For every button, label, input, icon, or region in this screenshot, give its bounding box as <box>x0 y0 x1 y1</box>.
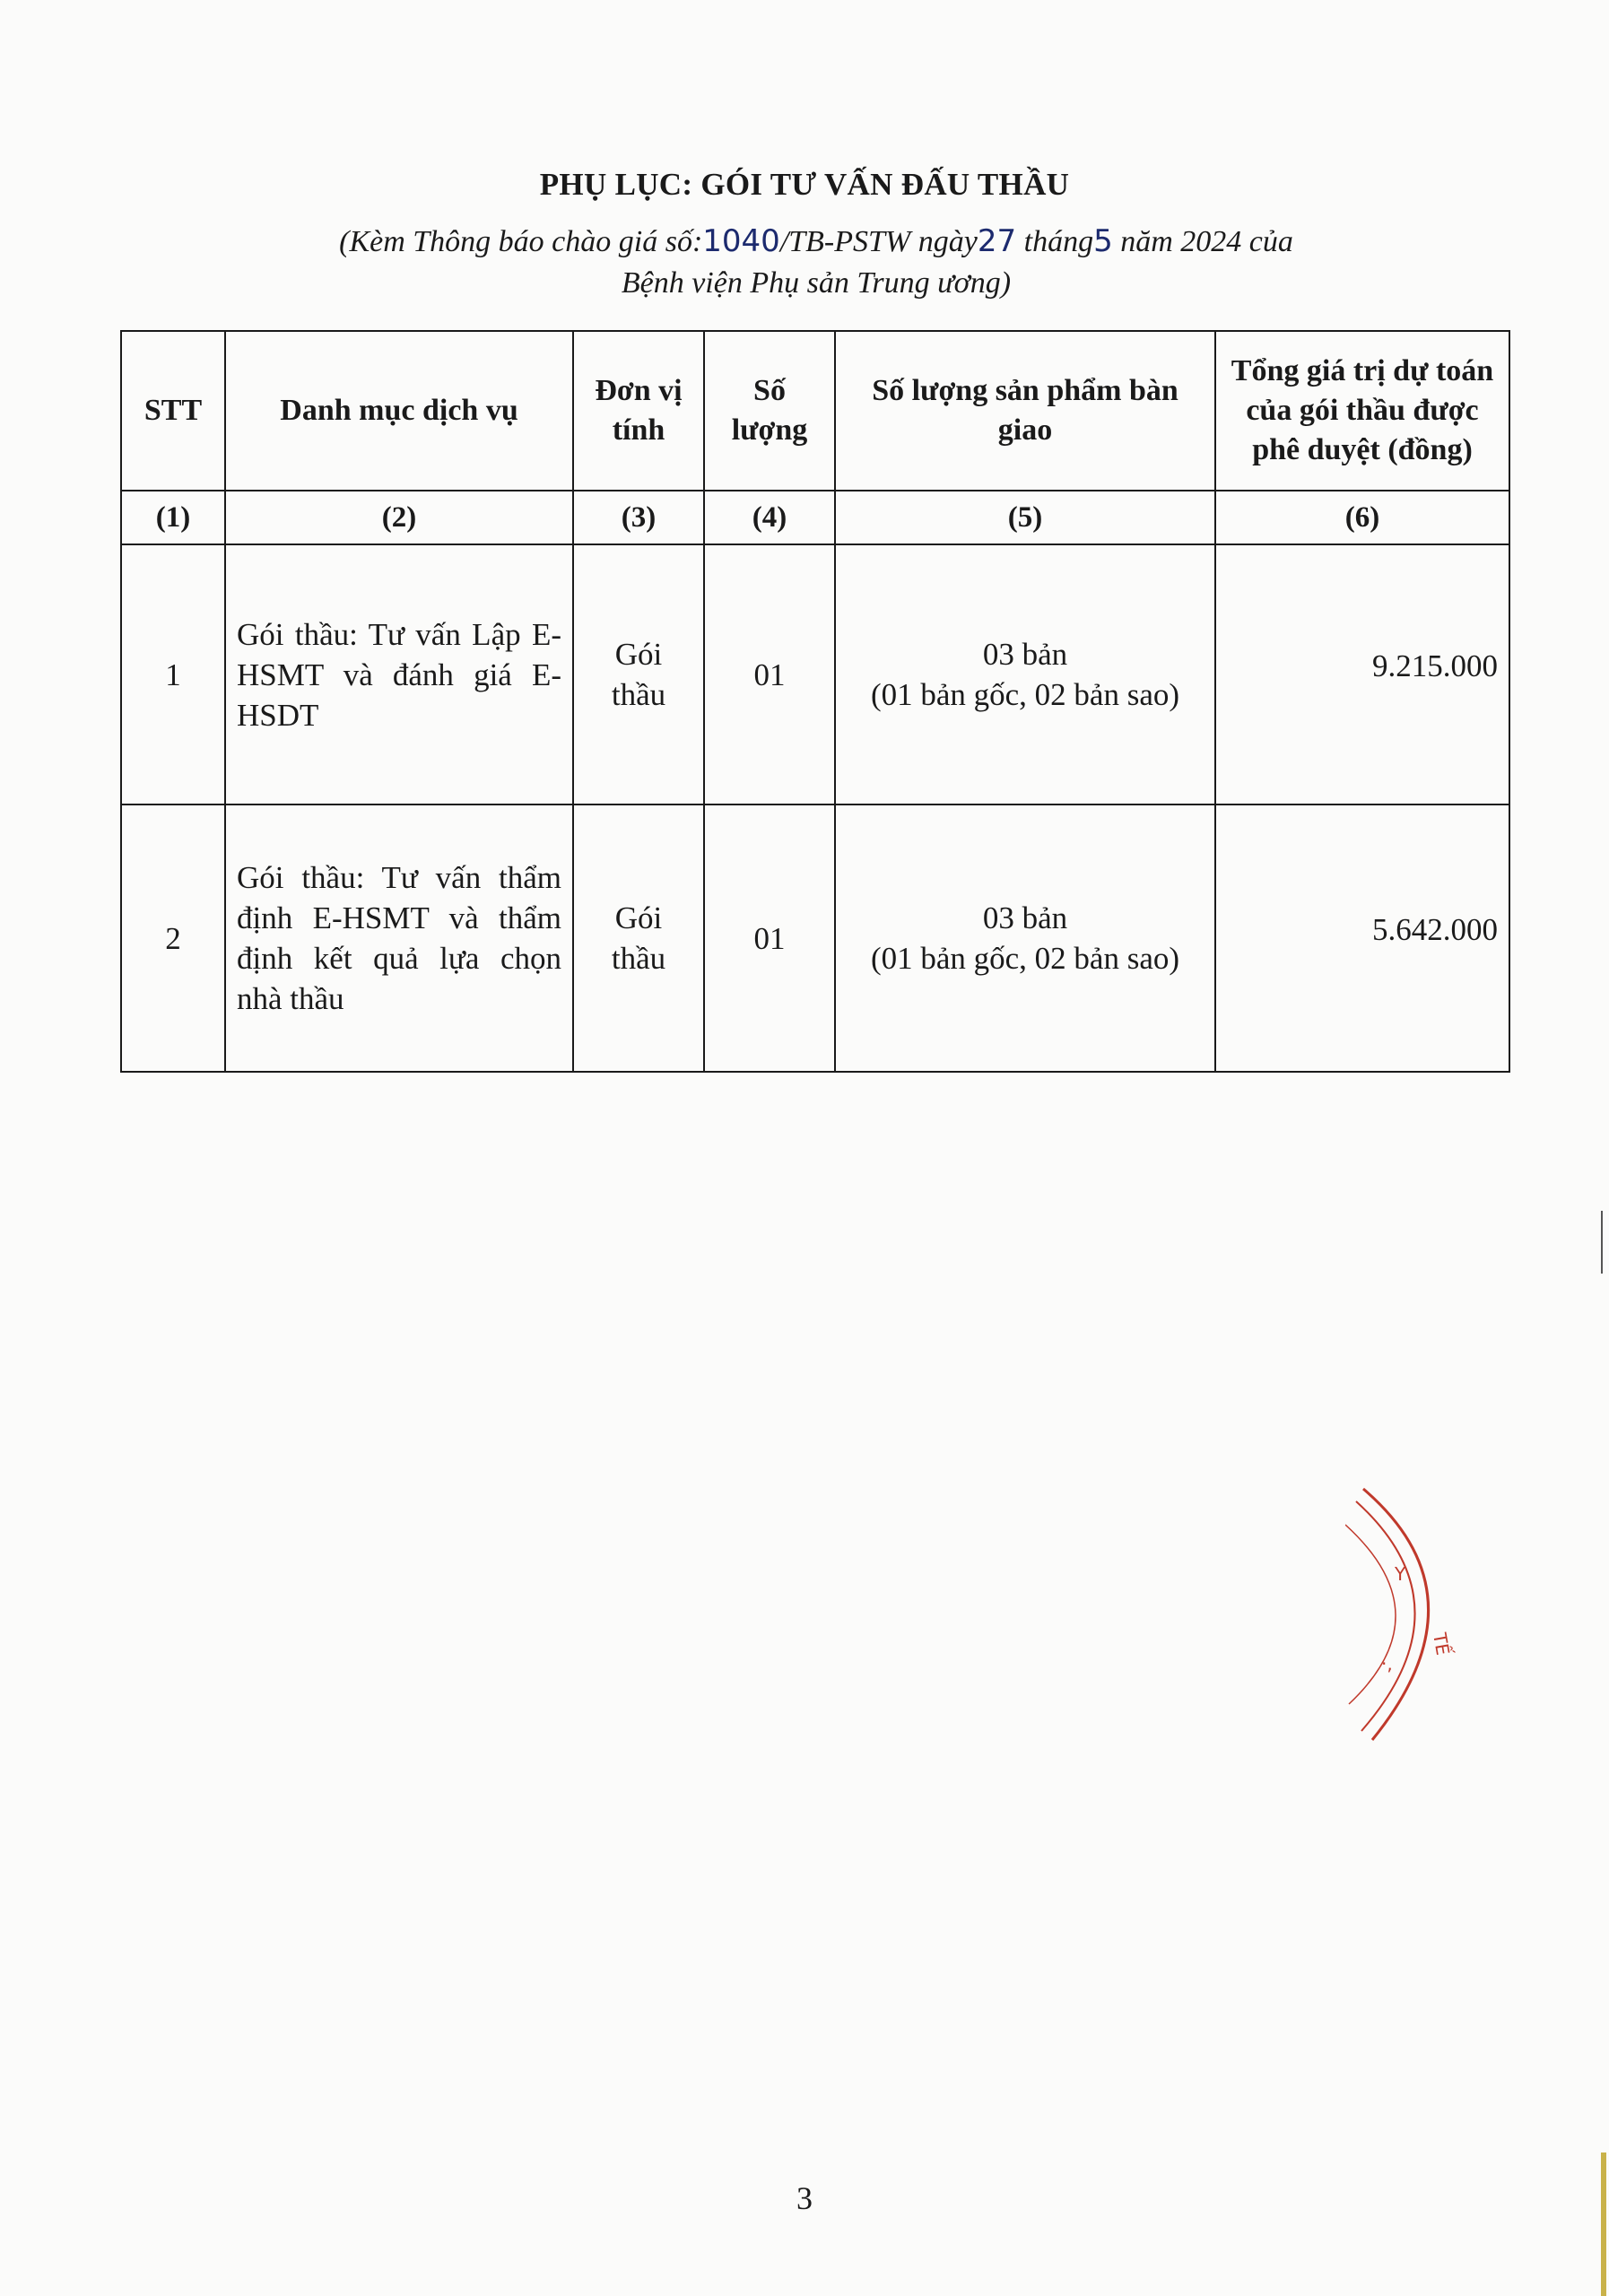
column-number: (5) <box>835 491 1215 544</box>
table-row <box>121 804 1509 1072</box>
row-deliverables <box>835 544 1215 804</box>
document-subtitle <box>269 221 1363 304</box>
page-number: 3 <box>796 2180 813 2216</box>
stamp-fragment-text: ·, <box>1381 1653 1393 1674</box>
column-number: (1) <box>121 491 225 544</box>
row-quantity: 01 <box>704 544 835 804</box>
subtitle-suffix: năm 2024 của <box>1120 225 1293 258</box>
subtitle-prefix: (Kèm Thông báo chào giá số: <box>339 225 703 258</box>
table-header-row <box>121 331 1509 491</box>
header-unit: Đơn vị tính <box>573 331 704 491</box>
bidding-package-table <box>120 330 1510 1073</box>
row-total <box>1215 804 1509 1072</box>
deliverable-detail: (01 bản gốc, 02 bản sao) <box>870 677 1180 712</box>
scan-edge-mark <box>1596 0 1609 2296</box>
column-number: (4) <box>704 491 835 544</box>
column-number: (2) <box>225 491 573 544</box>
header-quantity: Số lượng <box>704 331 835 491</box>
row-unit: Gói thầu <box>573 544 704 804</box>
row-service: Gói thầu: Tư vấn thẩm định E-HSMT và thẩm định kết quả lựa chọn nhà thầu <box>225 804 573 1072</box>
header-deliverables: Số lượng sản phẩm bàn giao <box>835 331 1215 491</box>
table-row <box>121 544 1509 804</box>
deliverable-main: 03 bản <box>982 900 1068 935</box>
column-number: (3) <box>573 491 704 544</box>
subtitle-line2: Bệnh viện Phụ sản Trung ương) <box>621 266 1012 300</box>
subtitle-mid1: /TB-PSTW ngày <box>779 225 978 258</box>
header-stt: STT <box>121 331 225 491</box>
deliverable-main: 03 bản <box>982 637 1068 672</box>
row-total <box>1215 544 1509 804</box>
handwritten-day: 27 <box>977 223 1017 259</box>
row-stt: 2 <box>121 804 225 1072</box>
deliverable-detail: (01 bản gốc, 02 bản sao) <box>870 941 1180 976</box>
stamp-fragment-text: Y <box>1395 1563 1406 1585</box>
row-stt: 1 <box>121 544 225 804</box>
handwritten-doc-number: 1040 <box>702 223 780 259</box>
row-quantity: 01 <box>704 804 835 1072</box>
subtitle-mid2: tháng <box>1023 225 1094 258</box>
red-stamp-fragment <box>1345 1471 1480 1758</box>
column-number: (6) <box>1215 491 1509 544</box>
stamp-fragment-text: TẾ <box>1429 1631 1455 1657</box>
row-unit: Gói thầu <box>573 804 704 1072</box>
stamp-text-ring <box>1345 1525 1396 1704</box>
row-total-value: 9.215.000 <box>1372 648 1498 683</box>
row-total-value: 5.642.000 <box>1372 911 1498 947</box>
handwritten-month: 5 <box>1093 223 1113 259</box>
document-title: PHỤ LỤC: GÓI TƯ VẤN ĐẤU THẦU <box>539 167 1070 202</box>
header-total: Tổng giá trị dự toán của gói thầu được phê duyệt (đồng) <box>1215 331 1509 491</box>
row-service: Gói thầu: Tư vấn Lập E-HSMT và đánh giá E-HSDT <box>225 544 573 804</box>
column-number-row <box>121 491 1509 544</box>
row-deliverables <box>835 804 1215 1072</box>
header-service: Danh mục dịch vụ <box>225 331 573 491</box>
